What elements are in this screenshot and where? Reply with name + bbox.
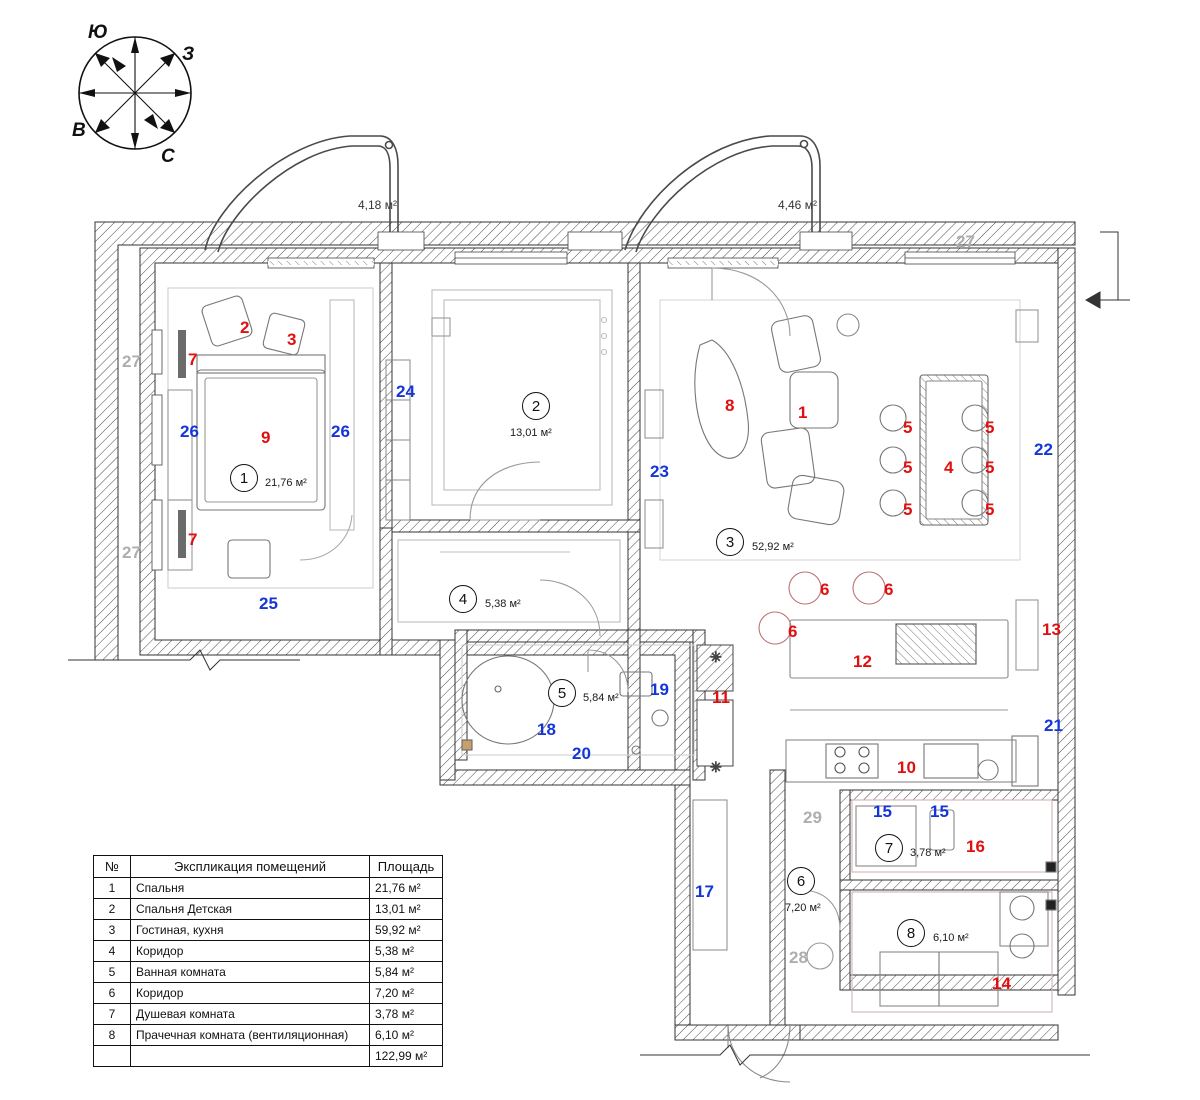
marker-red: 6: [884, 580, 894, 599]
bathroom-fixtures: [462, 645, 694, 755]
marker-blue: 26: [331, 422, 350, 441]
table-cell-number: 1: [94, 878, 131, 899]
table-row: [94, 878, 443, 899]
compass-label-south: С: [161, 146, 175, 167]
marker-blue: 25: [259, 594, 278, 613]
room-number-4: 4: [449, 585, 477, 613]
table-cell-name: Прачечная комната (вентиляционная): [131, 1025, 370, 1046]
compass-label-east: З: [182, 44, 195, 65]
table-cell-number: 7: [94, 1004, 131, 1025]
svg-text:✳: ✳: [710, 649, 722, 665]
marker-red: 5: [985, 418, 995, 437]
balcony-area-1: 4,18 м²: [358, 198, 397, 212]
table-cell-area: 3,78 м²: [370, 1004, 443, 1025]
marker-red: 11: [712, 688, 730, 707]
table-cell-name: Коридор: [131, 941, 370, 962]
marker-red: 9: [261, 428, 271, 447]
table-row: [94, 1004, 443, 1025]
room-number-8: 8: [897, 919, 925, 947]
marker-red: 4: [944, 458, 954, 477]
marker-red: 6: [788, 622, 798, 641]
marker-gray: 29: [803, 808, 822, 827]
table-total-row: [94, 1046, 443, 1067]
room-area-5: 5,84 м²: [583, 692, 619, 704]
table-cell-name: Коридор: [131, 983, 370, 1004]
marker-blue: 17: [695, 882, 714, 901]
compass-rose: [79, 37, 191, 149]
marker-red: 16: [966, 837, 985, 856]
marker-red: 5: [903, 418, 913, 437]
room-area-1: 21,76 м²: [265, 477, 307, 489]
svg-text:✳: ✳: [710, 759, 722, 775]
marker-red: 7: [188, 530, 198, 549]
table-header-title: Экспликация помещений: [131, 856, 370, 878]
room-area-3: 52,92 м²: [752, 541, 794, 553]
marker-red: 5: [903, 500, 913, 519]
marker-gray: 27: [122, 543, 141, 562]
room-number-6: 6: [787, 867, 815, 895]
marker-blue: 22: [1034, 440, 1053, 459]
table-row: [94, 899, 443, 920]
marker-red: 2: [240, 318, 250, 337]
room-number-7: 7: [875, 834, 903, 862]
table-cell-area: 5,38 м²: [370, 941, 443, 962]
table-header-number: №: [94, 856, 131, 878]
table-cell-name: Ванная комната: [131, 962, 370, 983]
table-row: [94, 1025, 443, 1046]
marker-red: 7: [188, 350, 198, 369]
table-row: [94, 962, 443, 983]
marker-gray: 27: [956, 232, 975, 251]
marker-blue: 15: [873, 802, 892, 821]
marker-gray: 28: [789, 948, 808, 967]
room-number-1: 1: [230, 464, 258, 492]
table-total-label: [131, 1046, 370, 1067]
table-cell-name: Спальня: [131, 878, 370, 899]
marker-red: 5: [903, 458, 913, 477]
table-cell-area: 59,92 м²: [370, 920, 443, 941]
room4-furniture: [398, 540, 620, 636]
room-number-3: 3: [716, 528, 744, 556]
table-cell-name: Спальня Детская: [131, 899, 370, 920]
table-cell-number: 5: [94, 962, 131, 983]
room-area-8: 6,10 м²: [933, 932, 969, 944]
table-cell-number: 3: [94, 920, 131, 941]
marker-blue: 23: [650, 462, 669, 481]
table-cell-area: 21,76 м²: [370, 878, 443, 899]
marker-red: 14: [992, 974, 1011, 993]
marker-blue: 18: [537, 720, 556, 739]
marker-red: 10: [897, 758, 916, 777]
marker-blue: 19: [650, 680, 669, 699]
room-number-5: 5: [548, 679, 576, 707]
marker-red: 8: [725, 396, 735, 415]
table-cell-number: 2: [94, 899, 131, 920]
marker-blue: 21: [1044, 716, 1063, 735]
marker-blue: 24: [396, 382, 415, 401]
marker-blue: 15: [930, 802, 949, 821]
table-cell-area: 13,01 м²: [370, 899, 443, 920]
room-explication-table: [93, 855, 443, 1067]
balcony-area-2: 4,46 м²: [778, 198, 817, 212]
room-area-6: 7,20 м²: [785, 902, 821, 914]
table-cell-area: 6,10 м²: [370, 1025, 443, 1046]
table-header-row: [94, 856, 443, 878]
marker-red: 6: [820, 580, 830, 599]
table-header-area: Площадь: [370, 856, 443, 878]
room-number-2: 2: [522, 392, 550, 420]
marker-red: 1: [798, 403, 808, 422]
marker-red: 5: [985, 458, 995, 477]
table-row: [94, 983, 443, 1004]
room-area-7: 3,78 м²: [910, 847, 946, 859]
table-row: [94, 920, 443, 941]
marker-red: 12: [853, 652, 872, 671]
table-cell-area: 7,20 м²: [370, 983, 443, 1004]
room-area-4: 5,38 м²: [485, 598, 521, 610]
table-row: [94, 941, 443, 962]
table-cell-name: Душевая комната: [131, 1004, 370, 1025]
table-cell-name: Гостиная, кухня: [131, 920, 370, 941]
table-cell-area: 5,84 м²: [370, 962, 443, 983]
compass-label-north: Ю: [88, 22, 108, 43]
table-total-area: 122,99 м²: [370, 1046, 443, 1067]
marker-red: 3: [287, 330, 297, 349]
table-cell-number: 8: [94, 1025, 131, 1046]
marker-red: 13: [1042, 620, 1061, 639]
marker-red: 5: [985, 500, 995, 519]
marker-gray: 27: [122, 352, 141, 371]
table-cell-number: 4: [94, 941, 131, 962]
table-total-spacer: [94, 1046, 131, 1067]
marker-blue: 26: [180, 422, 199, 441]
table-cell-number: 6: [94, 983, 131, 1004]
room-area-2: 13,01 м²: [510, 427, 552, 439]
compass-label-west: В: [72, 120, 86, 141]
marker-blue: 20: [572, 744, 591, 763]
